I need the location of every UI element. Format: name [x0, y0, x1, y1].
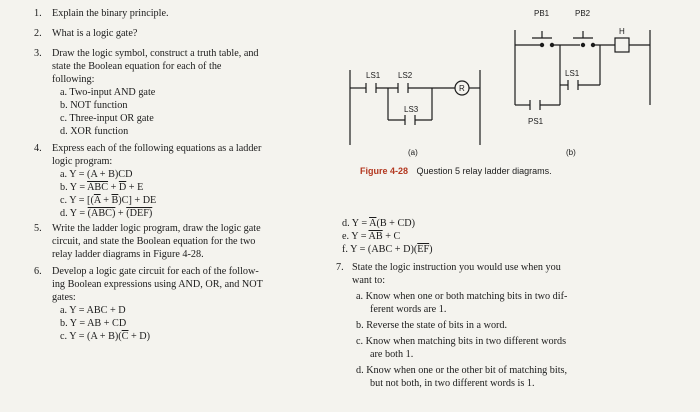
- q5-line: circuit, and state the Boolean equation for the two: [52, 236, 256, 247]
- q2-text: What is a logic gate?: [52, 28, 138, 39]
- q3-line: following:: [52, 74, 95, 85]
- q3-line: state the Boolean equation for each of the: [52, 61, 222, 72]
- q6-item-a: a. Y = ABC + D: [60, 305, 126, 316]
- diagram-b-output-label: H: [619, 27, 625, 36]
- diagram-a-tag: (a): [408, 148, 418, 157]
- q3-item: a. Two-input AND gate: [60, 87, 156, 98]
- q6-line: gates:: [52, 292, 76, 303]
- q4-item-f: f. $Y = (ABC + D)(\overline{EF})$: [342, 244, 433, 255]
- figure-caption: [360, 166, 552, 176]
- q5-line: Write the ladder logic program, draw the logic gate: [52, 223, 261, 234]
- figure-number: Figure 4-28: [360, 166, 409, 176]
- diagram-a-label-ls1: LS1: [366, 71, 381, 80]
- q6-line: ing Boolean expressions using AND, OR, and NOT: [52, 279, 263, 290]
- q4-item-e: e. $Y = \overline{AB} + C$: [342, 231, 401, 242]
- q5-number: 5.: [34, 223, 42, 234]
- q4-item-d: d. Y = (ABC) + (DEF): [60, 208, 153, 219]
- q4-number: 4.: [34, 143, 42, 154]
- q7-item-d-cont: but not both, in two different words is 1.: [370, 378, 535, 389]
- q7-item-c-cont: are both 1.: [370, 349, 414, 360]
- q7-line: want to:: [352, 275, 386, 286]
- q3-item: d. XOR function: [60, 126, 129, 137]
- q4-item-d-cont: d. $Y = \overline{A}(B + CD)$: [342, 218, 416, 229]
- diagram-b-label-pb1: PB1: [534, 9, 550, 18]
- q7-item-a: a. Know when one or both matching bits in two dif-: [356, 291, 568, 302]
- q4-line: Express each of the following equations as a ladder: [52, 143, 262, 154]
- diagram-a-label-ls3: LS3: [404, 105, 419, 114]
- q6-item-b: b. Y = AB + CD: [60, 318, 127, 329]
- q7-item-d: d. Know when one or the other bit of matching bits,: [356, 365, 568, 376]
- diagram-b-tag: (b): [566, 148, 576, 157]
- q7-item-c: c. Know when matching bits in two different words: [356, 336, 567, 347]
- q1-number: 1.: [34, 8, 42, 19]
- q6-line: Develop a logic gate circuit for each of the follow-: [52, 266, 259, 277]
- q3-number: 3.: [34, 48, 42, 59]
- q4-item-c: c. $Y = [(\overline{A} + \overline{B})C]$ + DE: [60, 195, 157, 206]
- q1-text: Explain the binary principle.: [52, 8, 169, 19]
- q3-item: b. NOT function: [60, 100, 128, 111]
- q5-line: relay ladder diagrams in Figure 4-28.: [52, 249, 204, 260]
- q7-item-a-cont: ferent words are 1.: [370, 304, 447, 315]
- q6-number: 6.: [34, 266, 42, 277]
- q6-item-c: c. $Y = (A + B)(\overline{C} + D)$: [60, 331, 151, 342]
- figure-caption-text: Question 5 relay ladder diagrams.: [416, 166, 552, 176]
- diagram-b-label-ls1: LS1: [565, 69, 580, 78]
- q4-item-a: a. Y = (A + B)CD: [60, 169, 133, 180]
- q2-number: 2.: [34, 28, 42, 39]
- diagram-a-output-label: R: [459, 84, 465, 93]
- q3-item: c. Three-input OR gate: [60, 113, 154, 124]
- q7-item-b: b. Reverse the state of bits in a word.: [356, 320, 508, 331]
- q4-line: logic program:: [52, 156, 113, 167]
- q4-item-b: b. $Y = \overline{ABC} + \overline{D} + E$: [60, 182, 144, 193]
- q3-line: Draw the logic symbol, construct a truth table, and: [52, 48, 259, 59]
- q7-line: State the logic instruction you would use when you: [352, 262, 561, 273]
- diagram-a-label-ls2: LS2: [398, 71, 413, 80]
- q7-number: 7.: [336, 262, 344, 273]
- diagram-b-label-ps1: PS1: [528, 117, 544, 126]
- diagram-b-label-pb2: PB2: [575, 9, 591, 18]
